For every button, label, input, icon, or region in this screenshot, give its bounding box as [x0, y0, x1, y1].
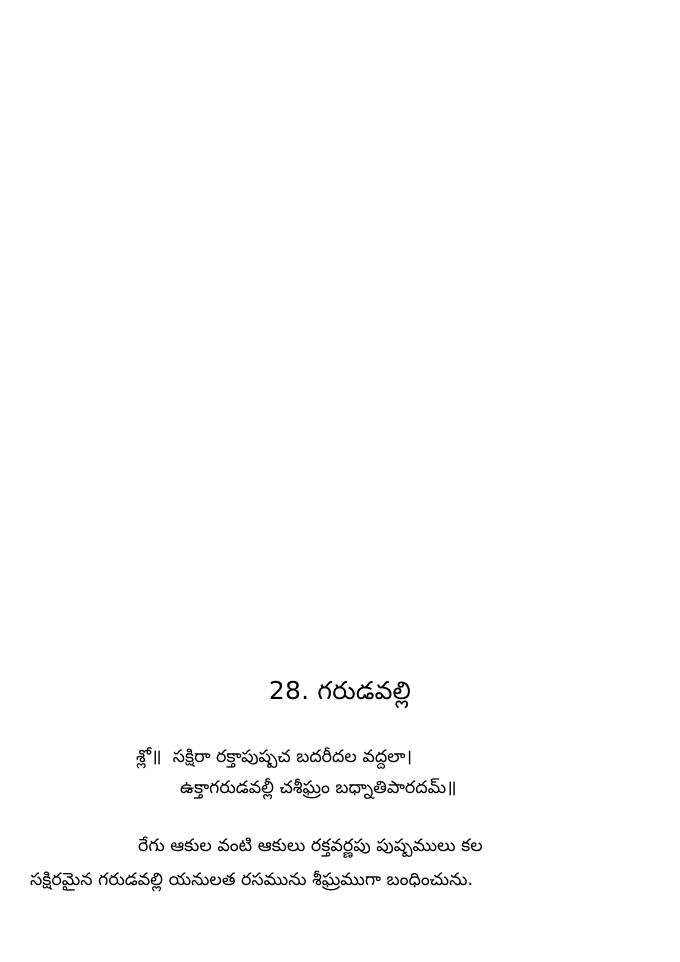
page-content	[0, 676, 680, 898]
prose-line: సక్షిరమైన గరుడవల్లి యనులత రసమును శీఘ్రముగా బంధించును.	[30, 870, 474, 891]
verse-line: ఉక్తాగరుడవల్లీ చశీఘ్రం బధ్నాతిపారదమ్॥	[180, 777, 457, 798]
section-title: 28. గరుడవల్లి	[268, 676, 412, 705]
prose-line: రేగు ఆకుల వంటి ఆకులు రక్తవర్ణపు పుష్పములు కల	[138, 836, 483, 857]
verse-block	[0, 742, 680, 803]
verse-line: శ్లో॥ సక్షిరా రక్తాపుష్పచ బదరీదల వద్దలా।	[136, 747, 413, 767]
prose-block	[0, 829, 680, 897]
